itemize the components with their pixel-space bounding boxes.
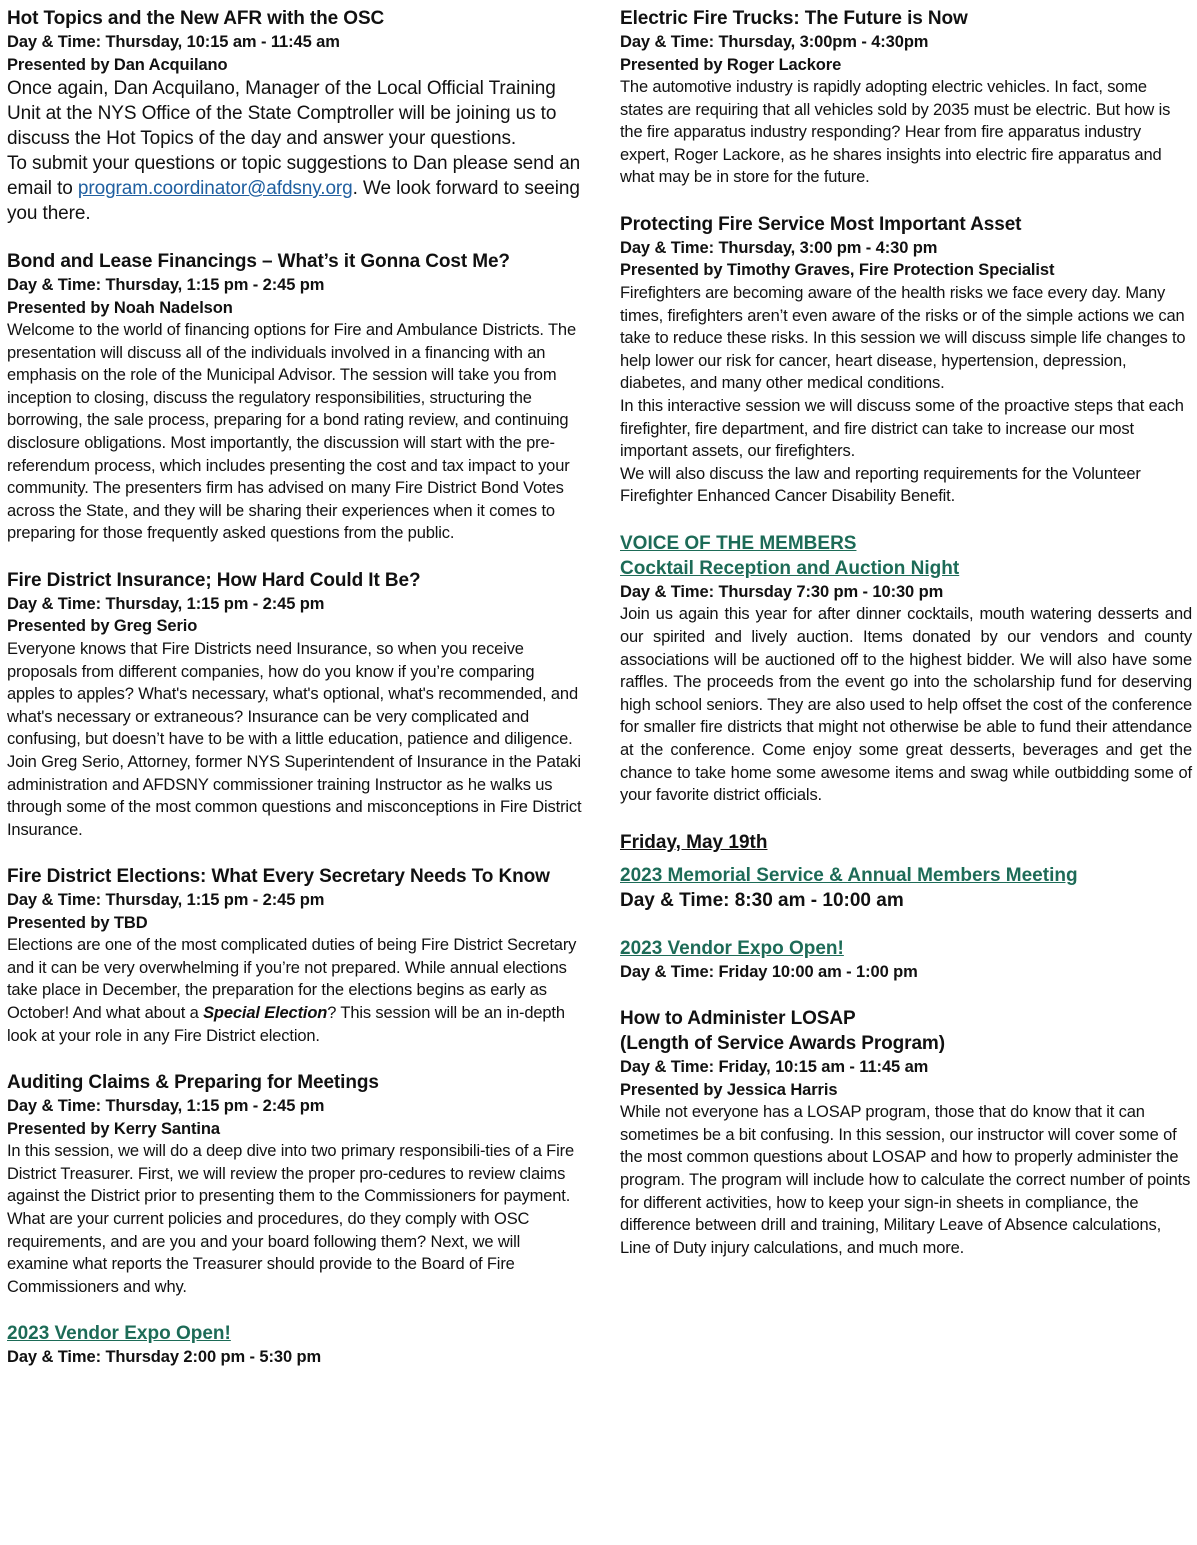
session-hot-topics: [7, 6, 582, 226]
session-description: We will also discuss the law and reporting requirements for the Volunteer Firefighter Enhanced Cancer Disability Benefit.: [620, 464, 1141, 506]
session-description: [7, 934, 582, 1047]
day-heading-friday: Friday, May 19th: [620, 831, 768, 853]
session-insurance: [7, 568, 582, 841]
session-auditing: [7, 1070, 582, 1298]
session-description: Once again, Dan Acquilano, Manager of the Local Official Training Unit at the NYS Office of the State Comptroller will be joining us to discuss the Hot Topics of the day and answer your questions.: [7, 78, 557, 149]
left-column: [7, 6, 582, 1392]
session-title: Fire District Insurance; How Hard Could It Be?: [7, 569, 421, 591]
session-presenter: Presented by Greg Serio: [7, 617, 198, 636]
session-title: Protecting Fire Service Most Important Asset: [620, 213, 1022, 235]
session-presenter: Presented by Jessica Harris: [620, 1080, 838, 1099]
session-voice-of-members: [620, 531, 1192, 807]
session-description: While not everyone has a LOSAP program, those that do know that it can sometimes be a bit confusing. In this session, our instructor will cover some of the most common questions about LOSAP and how to properly administer the program. The program will include how to calculate the correct number of points for different activities, how to keep your sign-in sheets in compliance, the difference between drill and training, Military Leave of Absence calculations, Line of Duty injury calculations, and much more.: [620, 1103, 1191, 1257]
session-datetime: Day & Time: Thursday, 1:15 pm - 2:45 pm: [7, 1097, 325, 1116]
description-text-post: ? This session will be an in-depth look at your role in any Fire District election.: [7, 1004, 565, 1045]
session-datetime: Day & Time: Thursday 2:00 pm - 5:30 pm: [7, 1348, 322, 1367]
session-protecting-asset: [620, 212, 1192, 508]
session-datetime: Day & Time: Thursday, 1:15 pm - 2:45 pm: [7, 891, 325, 910]
session-title-link[interactable]: 2023 Vendor Expo Open!: [620, 937, 844, 959]
session-datetime: Day & Time: Thursday, 10:15 am - 11:45 am: [7, 33, 340, 51]
session-datetime: Day & Time: Thursday 7:30 pm - 10:30 pm: [620, 582, 944, 601]
email-link[interactable]: program.coordinator@afdsny.org: [77, 178, 353, 199]
session-title-link[interactable]: 2023 Memorial Service & Annual Members Meeting: [620, 864, 1078, 886]
session-datetime: Day & Time: Thursday, 1:15 pm - 2:45 pm: [7, 594, 325, 613]
session-description: Firefighters are becoming aware of the health risks we face every day. Many times, firefighters aren’t even aware of the risks or of the simple actions we can take to reduce these risks. In this session we will discuss simple life changes to help lower our risk for cancer, heart disease, hypertension, depression, diabetes, and many other medical conditions.: [620, 283, 1186, 393]
session-elections: [7, 864, 582, 1047]
description-text-pre: Elections are one of the most complicated duties of being Fire District Secretary and it can be very overwhelming if you’re not prepared. While annual elections take place in December, the preparation for the elections begins as early as October! And what about a: [7, 936, 577, 1023]
contact-text-pre: To submit your questions or topic suggestions to Dan please send an email to: [7, 153, 581, 199]
session-presenter: Presented by Noah Nadelson: [7, 298, 233, 317]
session-description: Everyone knows that Fire Districts need Insurance, so when you receive proposals from different companies, how do you know if you’re comparing apples to apples? What's necessary, what's optional, what's recommended, and what's necessary or extraneous? Insurance can be very complicated and confusing, but doesn’t have to be with a little education, patience and diligence. Join Greg Serio, Attorney, former NYS Superintendent of Insurance in the Pataki administration and AFDSNY commissioner training Instructor as he walks us through some of the most common questions and misconceptions in Fire District Insurance.: [7, 639, 582, 839]
session-presenter: Presented by TBD: [7, 913, 148, 932]
right-column: [620, 6, 1192, 1282]
session-memorial-service: [620, 863, 1192, 913]
session-presenter: Presented by Dan Acquilano: [7, 55, 228, 74]
session-datetime: Day & Time: Thursday, 3:00pm - 4:30pm: [620, 33, 929, 51]
session-title: Fire District Elections: What Every Secretary Needs To Know: [7, 866, 550, 888]
session-electric-trucks: [620, 6, 1192, 189]
session-description: Welcome to the world of financing options for Fire and Ambulance Districts. The presentation will discuss all of the individuals involved in a financing with an emphasis on the role of the Municipal Advisor. The session will take you from inception to closing, discuss the regulatory responsibilities, structuring the borrowing, the sale process, preparing for a bond rating review, and continuing disclosure obligations. Most importantly, the discussion will start with the pre-referendum process, which includes presenting the cost and tax impact to your community. The presenters firm has advised on many Fire District Bond Votes across the State, and they will be sharing their experiences when it comes to preparing for those frequently asked questions from the public.: [7, 321, 576, 543]
session-title: How to Administer LOSAP: [620, 1008, 856, 1030]
session-title-link[interactable]: 2023 Vendor Expo Open!: [7, 1323, 231, 1345]
session-description: The automotive industry is rapidly adopting electric vehicles. In fact, some states are requiring that all vehicles sold by 2035 must be electric. But how is the fire apparatus industry responding? Hear from fire apparatus industry expert, Roger Lackore, as he shares insights into electric fire apparatus and what may be in store for the future.: [620, 78, 1171, 187]
session-datetime: Day & Time: Friday 10:00 am - 1:00 pm: [620, 962, 918, 981]
session-presenter: Presented by Roger Lackore: [620, 55, 842, 74]
session-description: In this interactive session we will discuss some of the proactive steps that each firefighter, fire department, and fire district can take to increase our most important assets, our firefighters.: [620, 396, 1184, 461]
session-title: Auditing Claims & Preparing for Meetings: [7, 1072, 379, 1094]
session-contact: [7, 151, 582, 226]
session-subtitle: (Length of Service Awards Program): [620, 1033, 945, 1055]
special-election-emphasis: Special Election: [203, 1004, 328, 1023]
session-presenter: Presented by Kerry Santina: [7, 1119, 220, 1138]
session-datetime: Day & Time: Thursday, 1:15 pm - 2:45 pm: [7, 276, 325, 294]
session-presenter: Presented by Timothy Graves, Fire Protection Specialist: [620, 261, 1055, 280]
session-datetime: Day & Time: 8:30 am - 10:00 am: [620, 889, 904, 911]
session-vendor-expo-thursday: [7, 1321, 582, 1369]
session-vendor-expo-friday: [620, 936, 1192, 984]
session-title: Electric Fire Trucks: The Future is Now: [620, 8, 968, 29]
session-description: In this session, we will do a deep dive into two primary responsibili-ties of a Fire District Treasurer. First, we will review the proper pro-cedures to review claims against the District prior to presenting them to the Commissioners for payment. What are your current policies and procedures, do they comply with OSC requirements, and are you and your board following them? Next, we will examine what reports the Treasurer should provide to the Board of Fire Commissioners and why.: [7, 1142, 574, 1296]
session-bond-lease: [7, 249, 582, 545]
session-description: Join us again this year for after dinner cocktails, mouth watering desserts and our spirited and lively auction. Items donated by our vendors and county associations will be auctioned off to the highest bidder. We will also have some raffles. The proceeds from the event go into the scholarship fund for deserving high school seniors. They are also used to help offset the cost of the conference for smaller fire districts that might not otherwise be able to fund their attendance at the conference. Come enjoy some great desserts, beverages and get the chance to take home some awesome items and swag while outbidding some of your favorite district officials.: [620, 605, 1192, 805]
session-title: Hot Topics and the New AFR with the OSC: [7, 8, 385, 29]
session-subtitle-link[interactable]: Cocktail Reception and Auction Night: [620, 557, 960, 579]
session-datetime: Day & Time: Friday, 10:15 am - 11:45 am: [620, 1058, 929, 1077]
session-datetime: Day & Time: Thursday, 3:00 pm - 4:30 pm: [620, 238, 938, 257]
session-title: Bond and Lease Financings – What’s it Gonna Cost Me?: [7, 251, 510, 272]
contact-text-post: . We look forward to seeing you there.: [7, 178, 580, 224]
session-losap: [620, 1006, 1192, 1259]
session-title-link[interactable]: VOICE OF THE MEMBERS: [620, 532, 857, 554]
